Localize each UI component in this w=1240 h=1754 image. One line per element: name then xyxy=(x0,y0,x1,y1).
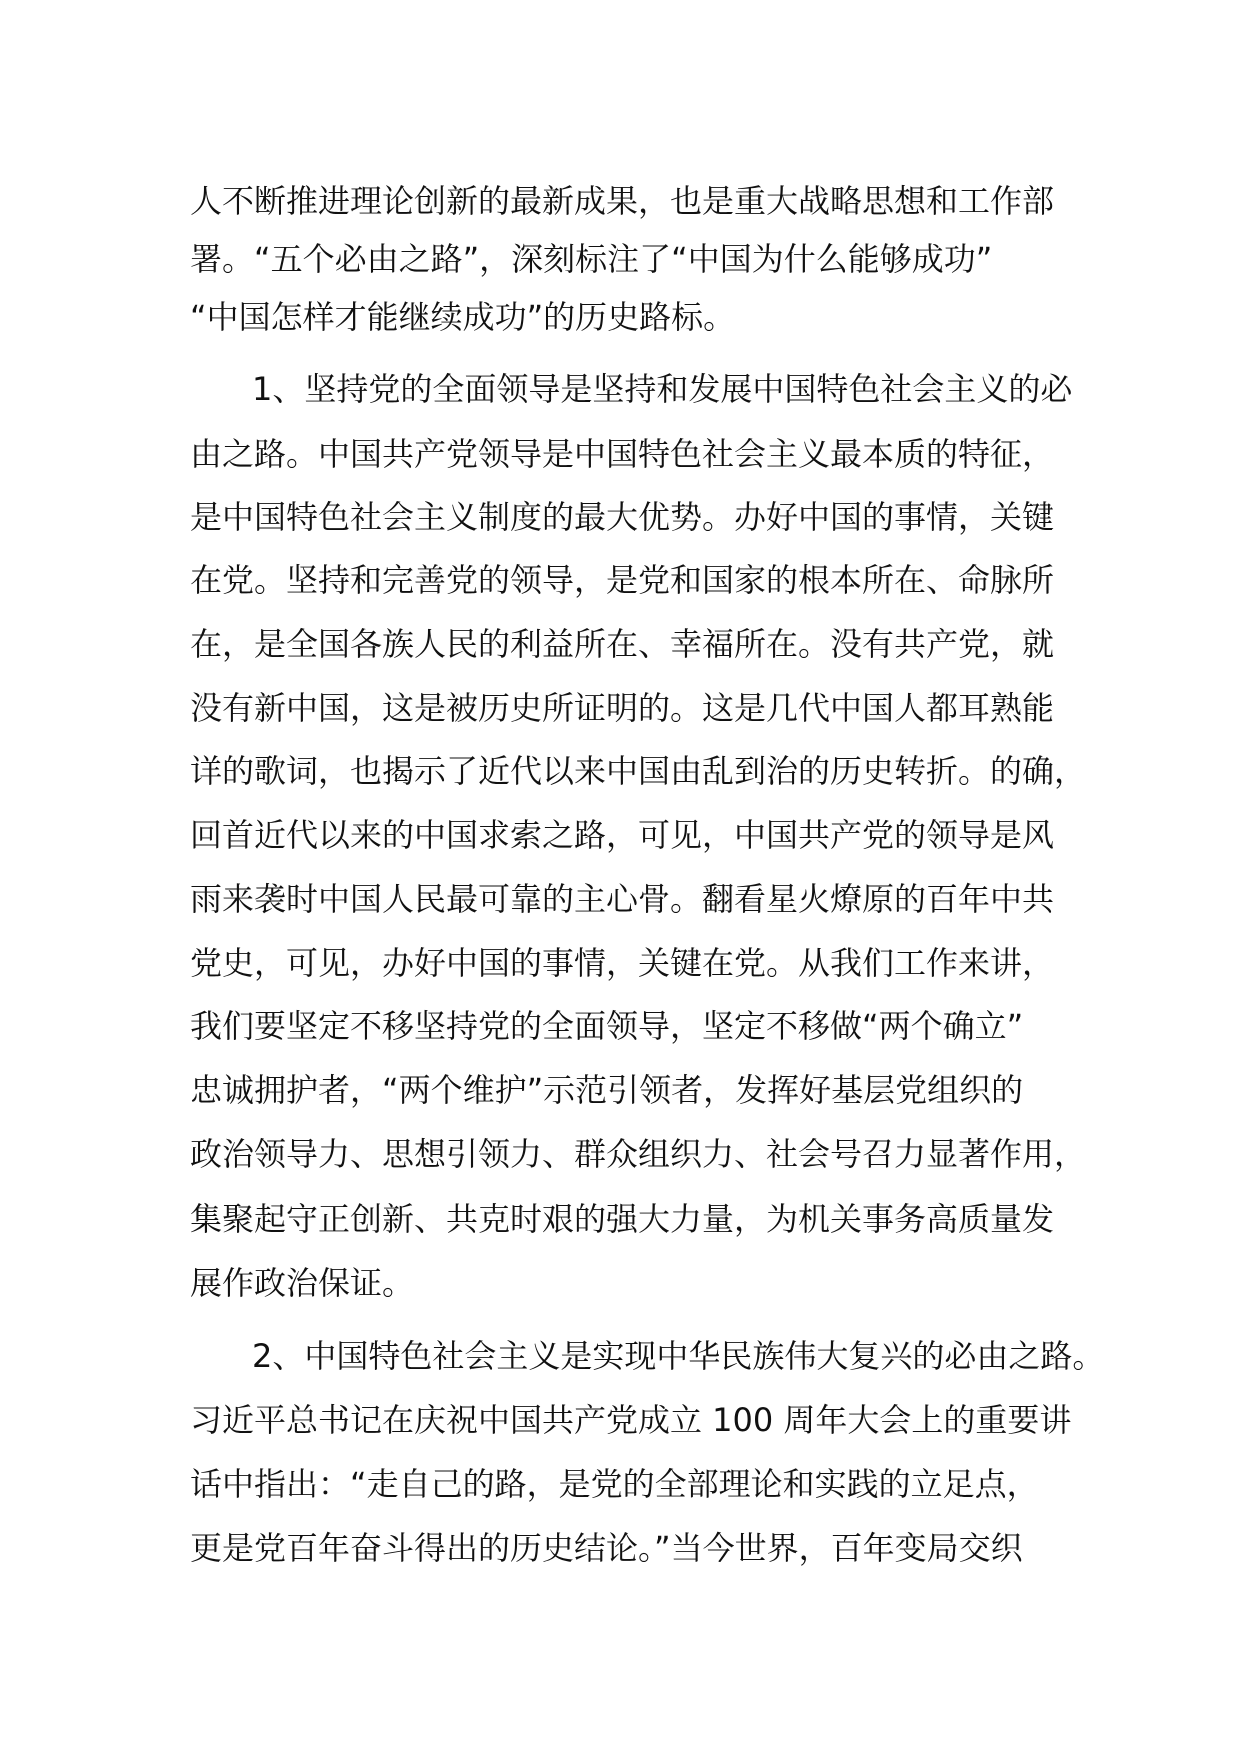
text-line: 1、坚持党的全面领导是坚持和发展中国特色社会主义的必 xyxy=(252,370,1073,408)
text-line: 话中指出：“走自己的路，是党的全部理论和实践的立足点， xyxy=(190,1465,1039,1503)
text-line: 政治领导力、思想引领力、群众组织力、社会号召力显著作用， xyxy=(190,1135,1087,1173)
text-line: 没有新中国，这是被历史所证明的。这是几代中国人都耳熟能 xyxy=(190,689,1055,727)
text-line: 党史，可见，办好中国的事情，关键在党。从我们工作来讲， xyxy=(190,944,1055,982)
text-line: 回首近代以来的中国求索之路，可见，中国共产党的领导是风 xyxy=(190,816,1055,854)
text-line: 在党。坚持和完善党的领导，是党和国家的根本所在、命脉所 xyxy=(190,561,1055,599)
text-line: 2、中国特色社会主义是实现中华民族伟大复兴的必由之路。 xyxy=(252,1337,1105,1375)
text-line: 署。“五个必由之路”，深刻标注了“中国为什么能够成功” xyxy=(190,240,993,278)
text-line: 雨来袭时中国人民最可靠的主心骨。翻看星火燎原的百年中共 xyxy=(190,880,1055,918)
text-line: 展作政治保证。 xyxy=(190,1264,415,1302)
text-line: 集聚起守正创新、共克时艰的强大力量，为机关事务高质量发 xyxy=(190,1200,1055,1238)
text-line: 详的歌词，也揭示了近代以来中国由乱到治的历史转折。的确， xyxy=(190,752,1087,790)
text-line: 忠诚拥护者，“两个维护”示范引领者，发挥好基层党组织的 xyxy=(190,1071,1024,1109)
text-line: 习近平总书记在庆祝中国共产党成立 100 周年大会上的重要讲 xyxy=(190,1401,1072,1439)
text-line: 由之路。中国共产党领导是中国特色社会主义最本质的特征， xyxy=(190,435,1055,473)
text-line: 在，是全国各族人民的利益所在、幸福所在。没有共产党，就 xyxy=(190,625,1055,663)
text-line: 更是党百年奋斗得出的历史结论。”当今世界，百年变局交织 xyxy=(190,1529,1023,1567)
text-line: 我们要坚定不移坚持党的全面领导，坚定不移做“两个确立” xyxy=(190,1007,1024,1045)
text-line: 人不断推进理论创新的最新成果，也是重大战略思想和工作部 xyxy=(190,182,1055,220)
text-line: “中国怎样才能继续成功”的历史路标。 xyxy=(190,298,736,336)
text-line: 是中国特色社会主义制度的最大优势。办好中国的事情，关键 xyxy=(190,498,1055,536)
